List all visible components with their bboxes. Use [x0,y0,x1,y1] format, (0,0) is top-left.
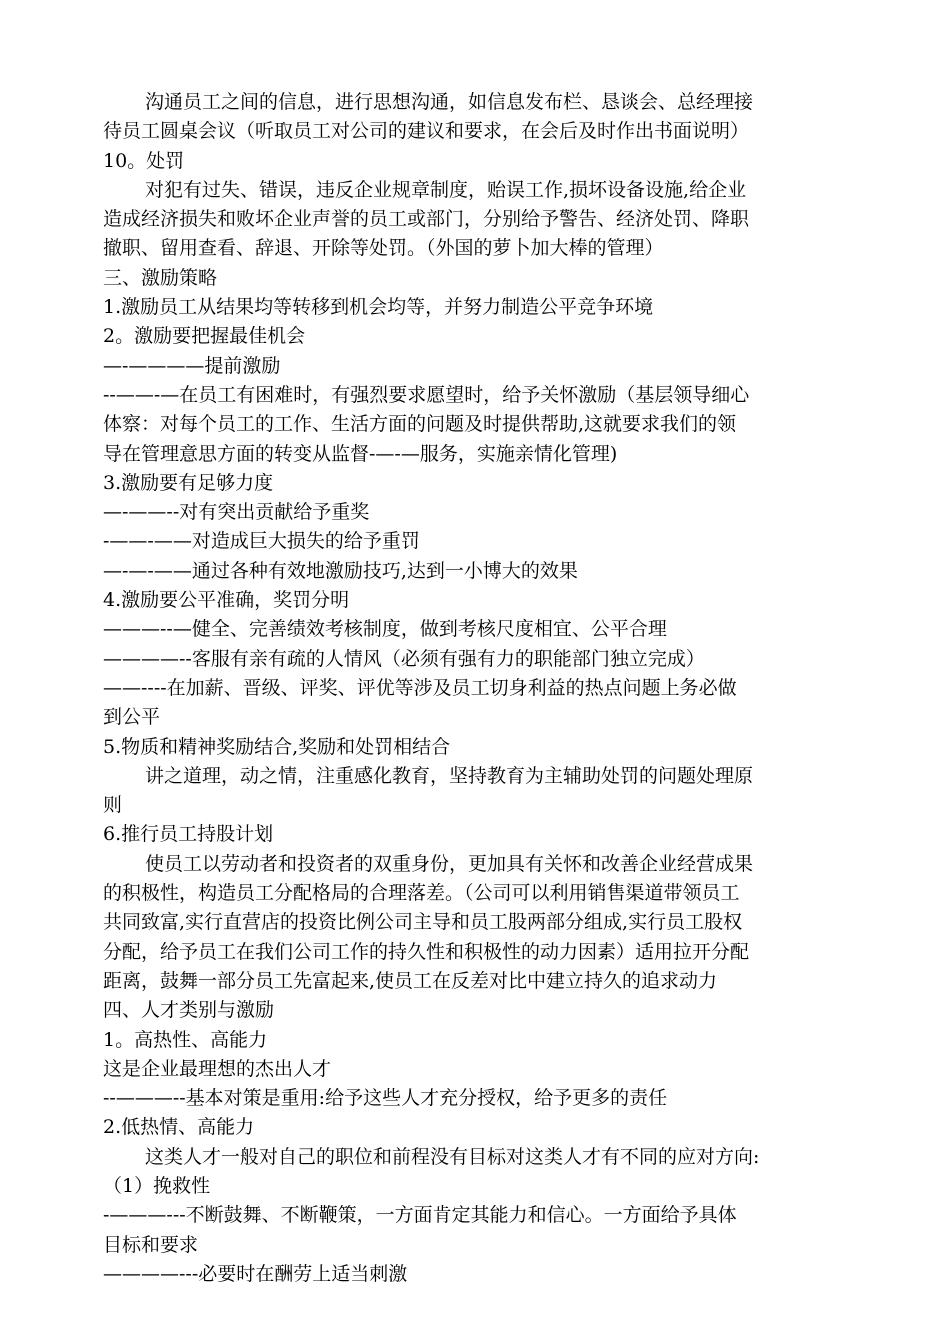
text-line: ————--客服有亲有疏的人情风（必须有强有力的职能部门独立完成） [103,647,705,670]
text-line: 2。激励要把握最佳机会 [103,325,306,348]
text-line: 2.低热情、高能力 [103,1116,255,1139]
text-line: 3.激励要有足够力度 [103,471,274,494]
text-line: 体察：对每个员工的工作、生活方面的问题及时提供帮助,这就要求我们的领 [103,413,737,436]
text-line: 导在管理意思方面的转变从监督-—-—服务，实施亲情化管理) [103,442,618,465]
text-line: 则 [103,794,123,817]
text-line: -——-——对造成巨大损失的给予重罚 [103,530,420,553]
text-line: ————---必要时在酬劳上适当刺激 [103,1262,408,1285]
text-line: 4.激励要公平准确，奖罚分明 [103,589,350,612]
document-body [103,88,865,1289]
text-line: 三、激励策略 [103,266,218,289]
text-line: 撤职、留用查看、辞退、开除等处罚。（外国的萝卜加大棒的管理） [103,237,664,260]
text-line: 1。高热性、高能力 [103,1028,268,1051]
text-line: —-—-——通过各种有效地激励技巧,达到一小博大的效果 [103,559,578,582]
text-line: --——-—在员工有困难时，有强烈要求愿望时，给予关怀激励（基层领导细心 [103,383,750,406]
text-line: --———--基本对策是重用:给予这些人才充分授权，给予更多的责任 [103,1087,668,1110]
text-line: 共同致富,实行直营店的投资比例公司主导和员工股两部分组成,实行员工股权 [103,911,743,934]
text-line: —-——--对有突出贡献给予重奖 [103,501,370,524]
text-line: ——----在加薪、晋级、评奖、评优等涉及员工切身利益的热点问题上务必做 [103,676,737,699]
text-line: 1.激励员工从结果均等转移到机会均等，并努力制造公平竞争环境 [103,296,654,319]
text-line: 6.推行员工持股计划 [103,823,274,846]
text-line: 对犯有过失、错误，违反企业规章制度，贻误工作,损坏设备设施,给企业 [145,178,747,201]
text-line: 四、人才类别与激励 [103,999,275,1022]
text-line: 这类人才一般对自己的职位和前程没有目标对这类人才有不同的应对方向: [145,1145,760,1168]
text-line: 沟通员工之间的信息，进行思想沟通，如信息发布栏、恳谈会、总经理接 [145,91,754,113]
text-line: 待员工圆桌会议（听取员工对公司的建议和要求，在会后及时作出书面说明） [103,120,750,143]
text-line: 分配，给予员工在我们公司工作的持久性和积极性的动力因素）适用拉开分配 [103,940,750,963]
text-line: 使员工以劳动者和投资者的双重身份，更加具有关怀和改善企业经营成果 [145,852,754,875]
text-line: 讲之道理，动之情，注重感化教育，坚持教育为主辅助处罚的问题处理原 [145,764,754,787]
text-line: 距离，鼓舞一部分员工先富起来,使员工在反差对比中建立持久的追求动力 [103,969,718,992]
text-line: —-————提前激励 [103,354,281,377]
text-line: 5.物质和精神奖励结合,奖励和处罚相结合 [103,735,451,758]
text-line: -———---不断鼓舞、不断鞭策，一方面肯定其能力和信心。一方面给予具体 [103,1204,737,1227]
text-line: ———--—健全、完善绩效考核制度，做到考核尺度相宜、公平合理 [103,618,667,641]
text-line: 这是企业最理想的杰出人才 [103,1057,332,1080]
text-line: 目标和要求 [103,1233,199,1256]
text-line: 造成经济损失和败坏企业声誉的员工或部门，分别给予警告、经济处罚、降职 [103,208,750,231]
text-line: 的积极性，构造员工分配格局的合理落差。（公司可以利用销售渠道带领员工 [103,882,740,905]
text-line: （1）挽救性 [103,1174,211,1197]
text-line: 到公平 [103,706,161,729]
text-line: 10。处罚 [103,149,185,172]
